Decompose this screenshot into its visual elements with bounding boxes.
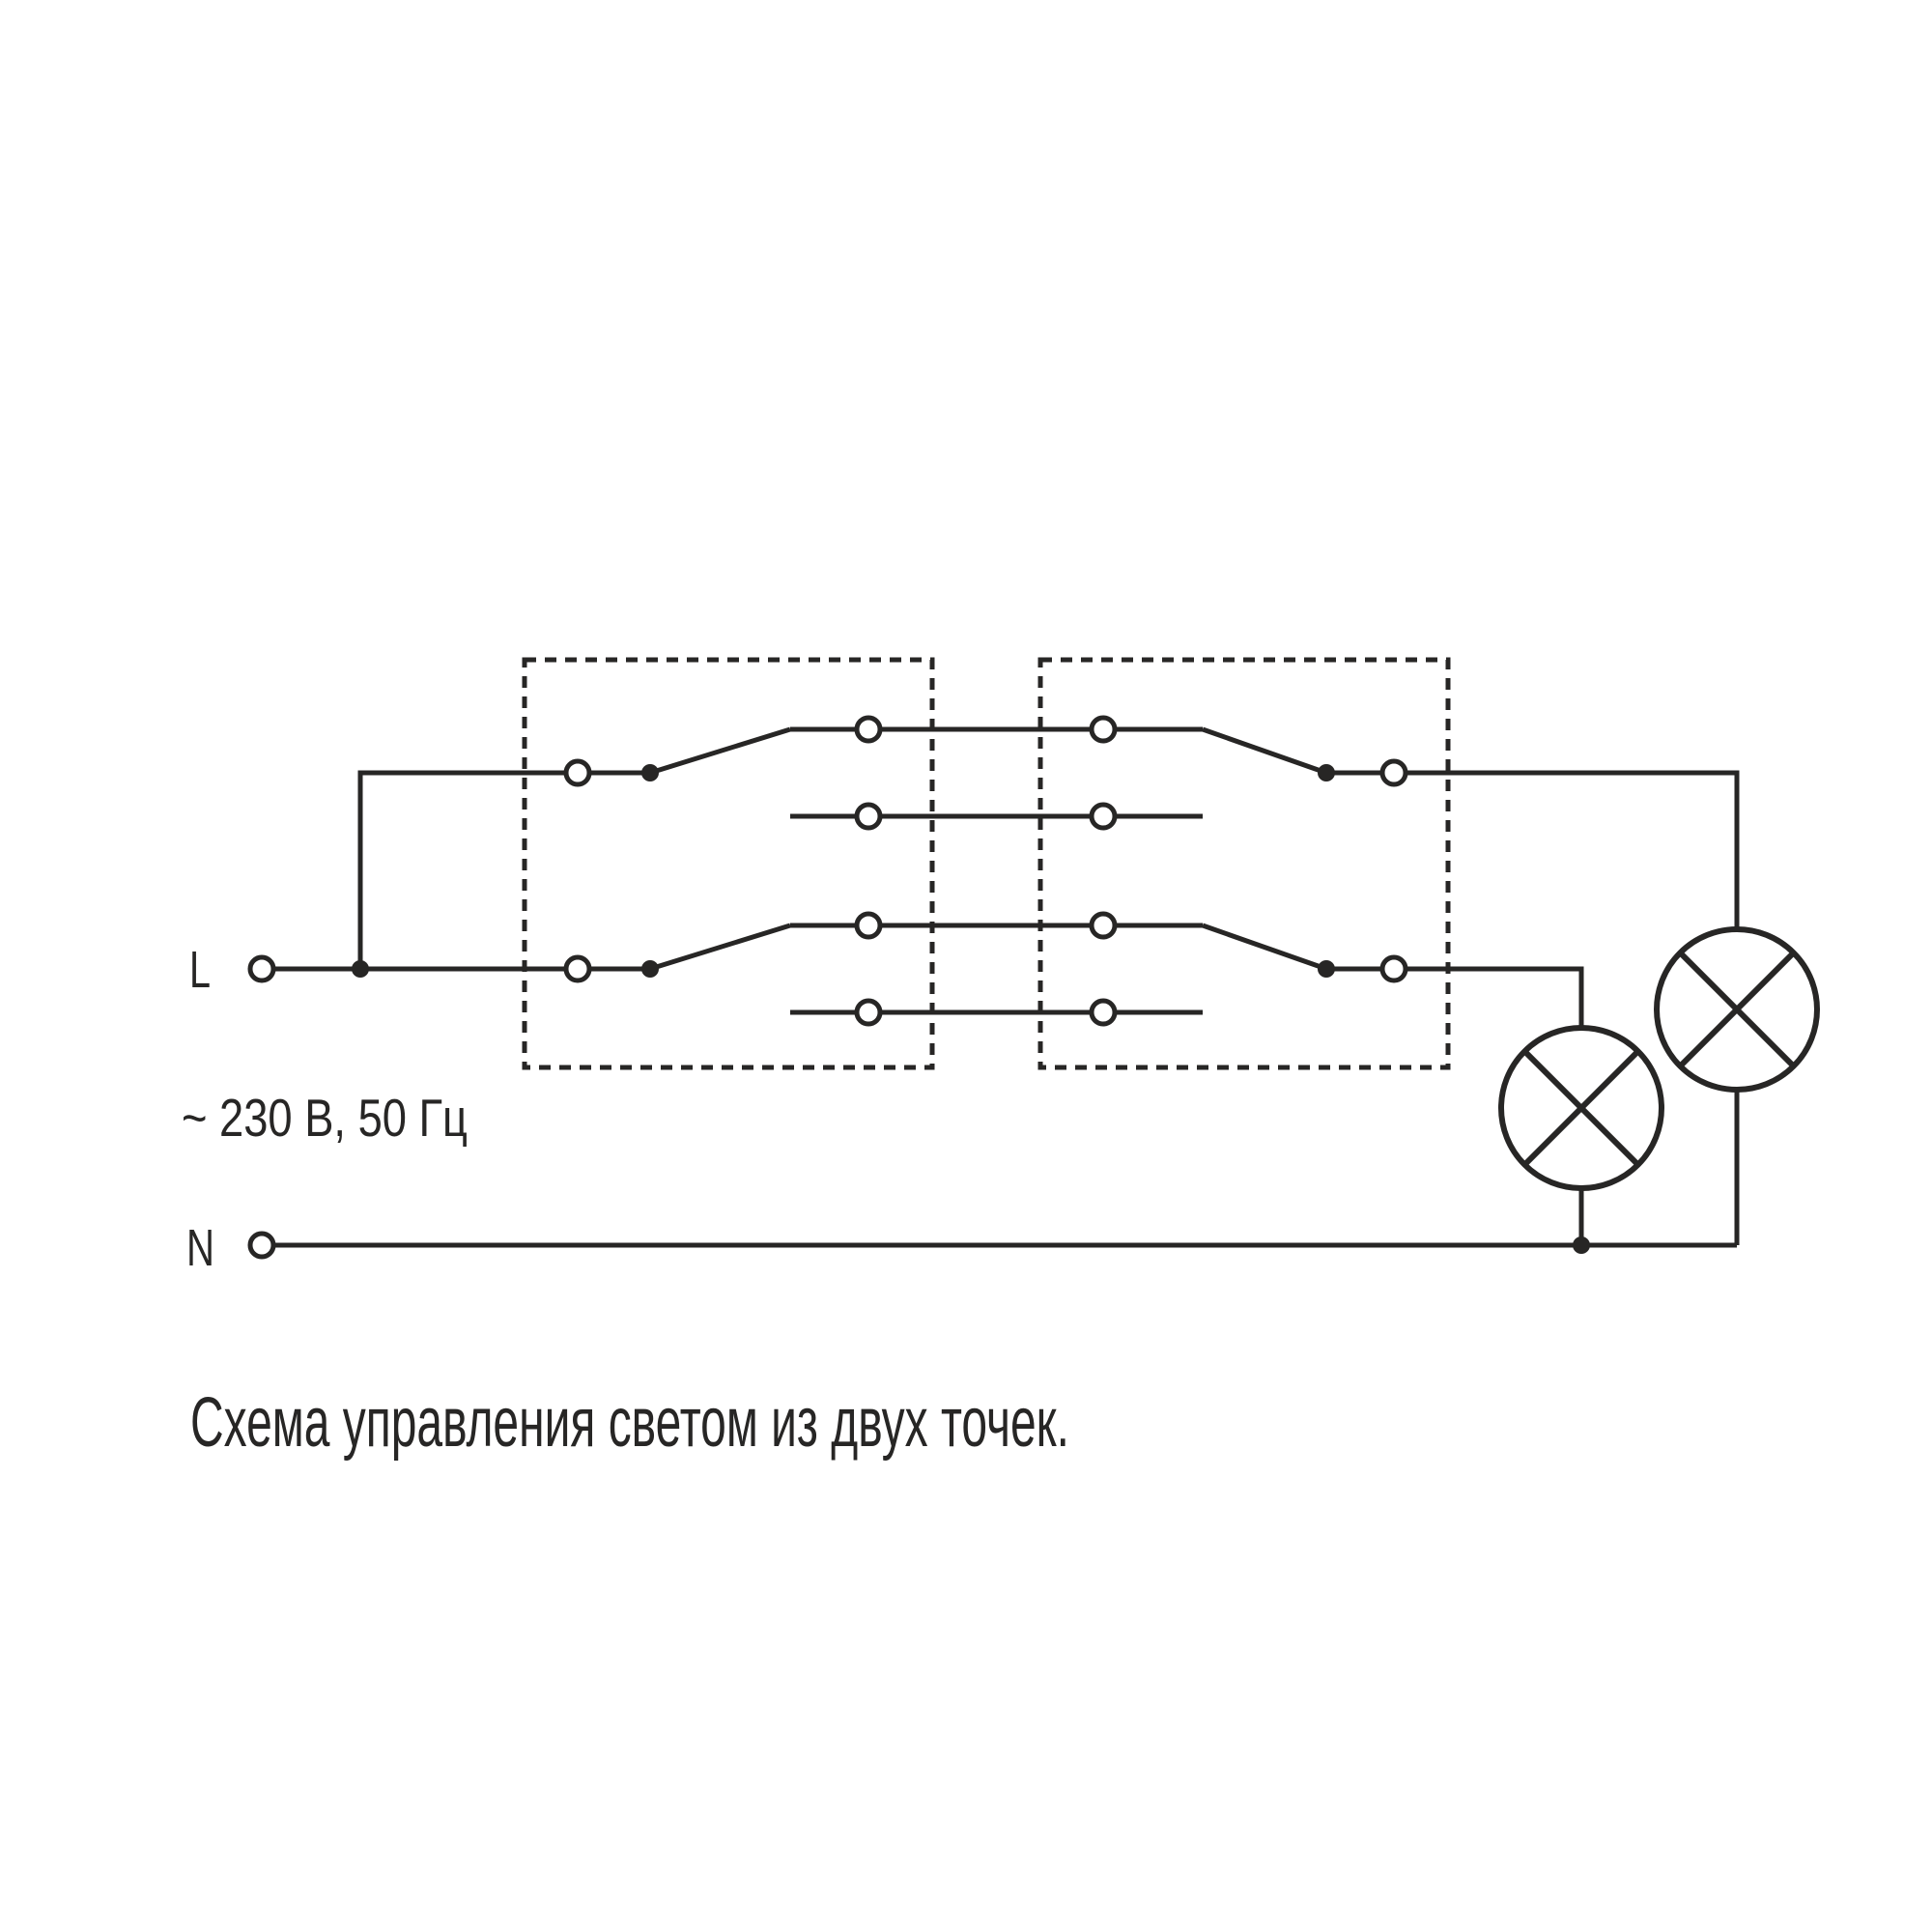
switch1-traveler2-terminal [857, 805, 880, 828]
wires [274, 729, 1737, 1245]
switch1-traveler4-terminal [857, 1001, 880, 1024]
phase-terminal [250, 957, 273, 980]
switch2-traveler3-terminal [1092, 914, 1115, 937]
switch2-lower-common-terminal [1382, 957, 1406, 980]
switch1-lower-common-terminal [566, 957, 589, 980]
terminals [250, 718, 1406, 1257]
switch2-upper-common-terminal [1382, 761, 1406, 784]
switch1-traveler3-terminal [857, 914, 880, 937]
switch2-traveler2-terminal [1092, 805, 1115, 828]
switch1-traveler1-terminal [857, 718, 880, 741]
diagram-caption: Схема управления светом из двух точек. [190, 1384, 1069, 1462]
lamp1-supply-wire [1326, 969, 1581, 1028]
switch2-traveler4-terminal [1092, 1001, 1115, 1024]
lamp2-supply-wire [1326, 773, 1737, 929]
switch1-upper-blade [650, 729, 790, 773]
switch1-upper-common-terminal [566, 761, 589, 784]
phase-branch-junction-dot [352, 960, 369, 978]
phase-branch-wire [360, 773, 650, 969]
switch2-lower-blade [1203, 925, 1326, 969]
voltage-rating-label: ~ 230 В, 50 Гц [182, 1088, 468, 1148]
neutral-terminal [250, 1234, 273, 1257]
junction-dots [352, 764, 1590, 1254]
lamp-1-icon [1501, 1028, 1662, 1188]
switch1-upper-pivot-dot [641, 764, 659, 781]
switch2-upper-blade [1203, 729, 1326, 773]
lamp-2-icon [1657, 929, 1817, 1090]
switch1-lower-blade [650, 925, 790, 969]
switch2-upper-pivot-dot [1318, 764, 1335, 781]
switch2-traveler1-terminal [1092, 718, 1115, 741]
neutral-label: N [186, 1219, 214, 1277]
phase-label: L [189, 941, 211, 999]
switch1-lower-pivot-dot [641, 960, 659, 978]
neutral-junction-dot [1573, 1236, 1590, 1254]
switch2-lower-pivot-dot [1318, 960, 1335, 978]
